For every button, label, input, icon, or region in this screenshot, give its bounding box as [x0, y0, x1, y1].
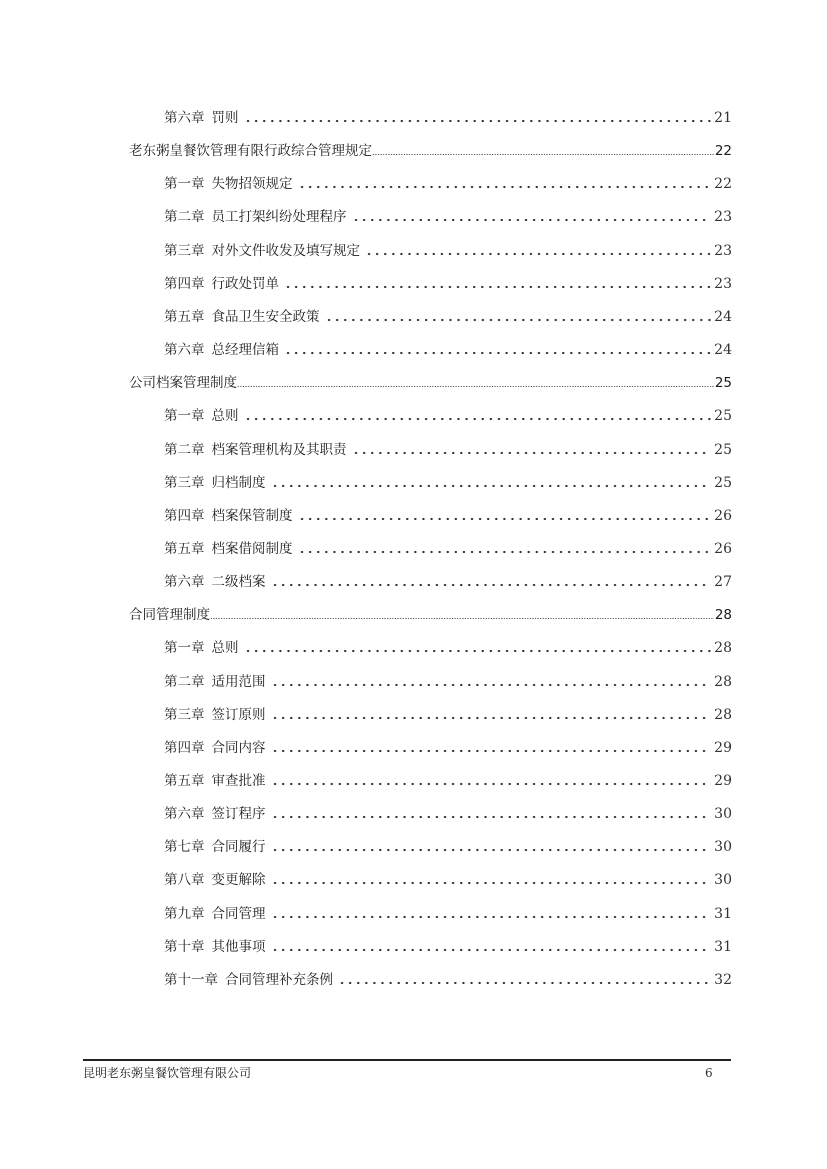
toc-chapter-number: 第一章	[164, 176, 205, 193]
toc-chapter-number: 第一章	[164, 408, 205, 425]
toc-dot-leader	[269, 840, 712, 852]
toc-dot-leader	[372, 144, 714, 156]
toc-chapter-entry[interactable]	[164, 503, 732, 525]
toc-chapter-number: 第四章	[164, 507, 205, 524]
toc-entry-label	[164, 441, 347, 459]
toc-dot-leader	[210, 608, 714, 620]
toc-page-number: 28	[714, 673, 732, 690]
toc-page-number: 29	[714, 739, 732, 756]
toc-dot-leader	[242, 641, 712, 653]
toc-chapter-entry[interactable]	[164, 271, 732, 293]
toc-chapter-number: 第三章	[164, 242, 205, 259]
toc-page-number: 32	[714, 971, 732, 988]
toc-dot-leader	[336, 973, 711, 985]
toc-page-number: 28	[714, 607, 732, 624]
toc-page-number: 29	[714, 773, 732, 789]
toc-page-number: 25	[714, 441, 732, 458]
toc-dot-leader	[242, 409, 712, 421]
toc-dot-leader	[296, 509, 712, 521]
toc-entry-label	[164, 242, 360, 260]
toc-entry-label	[164, 673, 266, 691]
toc-page-number: 23	[714, 209, 732, 226]
toc-entry-title: 对外文件收发及填写规定	[211, 242, 360, 259]
toc-chapter-entry[interactable]	[164, 702, 732, 724]
toc-entry-label	[164, 971, 333, 989]
toc-chapter-entry[interactable]	[164, 768, 732, 790]
toc-entry-title: 员工打架纠纷处理程序	[211, 209, 347, 226]
toc-dot-leader	[242, 111, 712, 123]
toc-entry-title: 签订原则	[211, 706, 266, 723]
toc-chapter-number: 第一章	[164, 640, 205, 657]
toc-chapter-entry[interactable]	[164, 934, 732, 956]
toc-entry-label	[164, 275, 279, 293]
toc-entry-title: 其他事项	[211, 938, 266, 955]
toc-chapter-entry[interactable]	[164, 635, 732, 657]
toc-chapter-number: 第五章	[164, 308, 205, 325]
toc-chapter-entry[interactable]	[164, 337, 732, 359]
toc-chapter-entry[interactable]	[164, 204, 732, 226]
toc-chapter-number: 第六章	[164, 574, 205, 591]
toc-chapter-entry[interactable]	[164, 437, 732, 459]
toc-entry-label	[164, 175, 293, 193]
toc-entry-title: 合同管理制度	[129, 607, 210, 624]
toc-entry-label	[164, 706, 266, 724]
toc-dot-leader	[269, 907, 712, 919]
toc-entry-title: 合同履行	[211, 839, 266, 856]
toc-entry-label	[164, 573, 266, 591]
toc-entry-title: 食品卫生安全政策	[211, 308, 320, 325]
toc-chapter-number: 第五章	[164, 773, 205, 789]
toc-dot-leader	[269, 873, 712, 885]
toc-page-number: 22	[714, 143, 732, 160]
toc-entry-title: 适用范围	[211, 673, 266, 690]
toc-page-number: 26	[714, 507, 732, 524]
toc-chapter-entry[interactable]	[164, 536, 732, 558]
toc-entry-label	[164, 507, 293, 525]
toc-entry-title: 行政处罚单	[211, 275, 279, 292]
toc-chapter-entry[interactable]	[164, 901, 732, 923]
toc-page-number: 24	[714, 308, 732, 325]
toc-page-number: 27	[714, 574, 732, 591]
toc-chapter-number: 第八章	[164, 872, 205, 889]
toc-chapter-entry[interactable]	[164, 867, 732, 889]
toc-chapter-entry[interactable]	[164, 105, 732, 127]
footer-divider	[83, 1059, 731, 1061]
toc-entry-label	[164, 739, 266, 757]
toc-page-number: 31	[714, 938, 732, 955]
toc-entry-title: 档案管理机构及其职责	[211, 441, 347, 458]
toc-dot-leader	[269, 807, 712, 819]
toc-chapter-number: 第三章	[164, 474, 205, 491]
toc-dot-leader	[350, 443, 712, 455]
toc-entry-label	[164, 341, 279, 359]
toc-entry-title: 总则	[211, 640, 239, 657]
toc-dot-leader	[237, 376, 714, 388]
toc-entry-label	[164, 905, 266, 923]
toc-entry-label	[164, 407, 239, 425]
toc-entry-label	[164, 308, 320, 326]
toc-dot-leader	[269, 675, 712, 687]
toc-dot-leader	[269, 476, 712, 488]
toc-entry-label	[129, 142, 372, 160]
toc-chapter-number: 第九章	[164, 905, 205, 922]
toc-chapter-entry[interactable]	[164, 834, 732, 856]
toc-chapter-number: 第二章	[164, 673, 205, 690]
toc-page-number: 23	[714, 242, 732, 259]
toc-page-number: 21	[714, 110, 732, 126]
toc-chapter-number: 第二章	[164, 441, 205, 458]
toc-page-number: 28	[714, 706, 732, 723]
toc-section-entry[interactable]	[129, 138, 732, 160]
toc-dot-leader	[323, 310, 712, 322]
toc-entry-title: 老东粥皇餐饮管理有限行政综合管理规定	[129, 143, 372, 160]
toc-chapter-number: 第三章	[164, 706, 205, 723]
toc-section-entry[interactable]	[129, 602, 732, 624]
footer-company-name: 昆明老东粥皇餐饮管理有限公司	[83, 1066, 252, 1080]
toc-chapter-number: 第六章	[164, 342, 205, 358]
toc-chapter-number: 第十一章	[164, 971, 218, 988]
toc-entry-title: 公司档案管理制度	[129, 375, 237, 392]
toc-chapter-entry[interactable]	[164, 403, 732, 425]
toc-page-number: 23	[714, 275, 732, 292]
toc-page-number: 30	[714, 806, 732, 823]
toc-entry-title: 变更解除	[211, 872, 266, 889]
toc-page-number: 31	[714, 905, 732, 922]
toc-dot-leader	[350, 210, 712, 222]
toc-entry-label	[129, 374, 237, 392]
toc-page-number: 24	[714, 342, 732, 358]
toc-entry-label	[164, 838, 266, 856]
toc-entry-title: 合同管理补充条例	[225, 971, 333, 988]
toc-entry-label	[164, 540, 293, 558]
toc-dot-leader	[296, 177, 712, 189]
toc-entry-title: 二级档案	[211, 574, 266, 591]
toc-chapter-number: 第五章	[164, 541, 205, 557]
toc-chapter-entry[interactable]	[164, 801, 732, 823]
toc-chapter-entry[interactable]	[164, 669, 732, 691]
toc-page-number: 30	[714, 872, 732, 889]
toc-chapter-number: 第四章	[164, 739, 205, 756]
toc-entry-title: 档案保管制度	[211, 507, 293, 524]
toc-entry-label	[164, 772, 266, 790]
toc-chapter-number: 第六章	[164, 110, 205, 126]
toc-page-number: 30	[714, 839, 732, 856]
toc-chapter-number: 第十章	[164, 938, 205, 955]
toc-entry-title: 失物招领规定	[211, 176, 293, 193]
toc-page-number: 22	[714, 176, 732, 193]
toc-dot-leader	[269, 708, 712, 720]
toc-dot-leader	[269, 774, 712, 786]
toc-chapter-entry[interactable]	[164, 304, 732, 326]
toc-entry-label	[164, 938, 266, 956]
toc-page-number: 25	[714, 408, 732, 425]
toc-entry-title: 审查批准	[211, 773, 266, 789]
toc-chapter-entry[interactable]	[164, 470, 732, 492]
toc-dot-leader	[363, 244, 711, 256]
toc-entry-label	[164, 474, 266, 492]
toc-dot-leader	[282, 343, 711, 355]
toc-dot-leader	[269, 575, 712, 587]
footer-page-number: 6	[705, 1066, 713, 1080]
toc-page-number: 26	[714, 541, 732, 557]
toc-entry-label	[164, 871, 266, 889]
toc-entry-title: 合同管理	[211, 905, 266, 922]
toc-dot-leader	[282, 277, 711, 289]
toc-entry-label	[164, 805, 266, 823]
toc-dot-leader	[269, 940, 712, 952]
toc-entry-title: 档案借阅制度	[211, 541, 293, 557]
toc-entry-title: 签订程序	[211, 806, 266, 823]
toc-chapter-entry[interactable]	[164, 171, 732, 193]
toc-entry-label	[164, 109, 239, 127]
toc-entry-label	[129, 606, 210, 624]
toc-chapter-entry[interactable]	[164, 569, 732, 591]
toc-section-entry[interactable]	[129, 370, 732, 392]
toc-chapter-number: 第四章	[164, 275, 205, 292]
toc-entry-label	[164, 639, 239, 657]
toc-dot-leader	[269, 741, 712, 753]
toc-entry-title: 罚则	[211, 110, 239, 126]
toc-entry-title: 归档制度	[211, 474, 266, 491]
toc-dot-leader	[296, 542, 712, 554]
toc-entry-title: 合同内容	[211, 739, 266, 756]
toc-chapter-entry[interactable]	[164, 967, 732, 989]
toc-entry-label	[164, 208, 347, 226]
toc-page-number: 25	[714, 375, 732, 392]
toc-page-number: 25	[714, 474, 732, 491]
toc-chapter-entry[interactable]	[164, 735, 732, 757]
toc-chapter-number: 第六章	[164, 806, 205, 823]
toc-entry-title: 总经理信箱	[211, 342, 279, 358]
toc-entry-title: 总则	[211, 408, 239, 425]
toc-chapter-number: 第二章	[164, 209, 205, 226]
toc-page-number: 28	[714, 640, 732, 657]
toc-chapter-entry[interactable]	[164, 238, 732, 260]
toc-chapter-number: 第七章	[164, 839, 205, 856]
